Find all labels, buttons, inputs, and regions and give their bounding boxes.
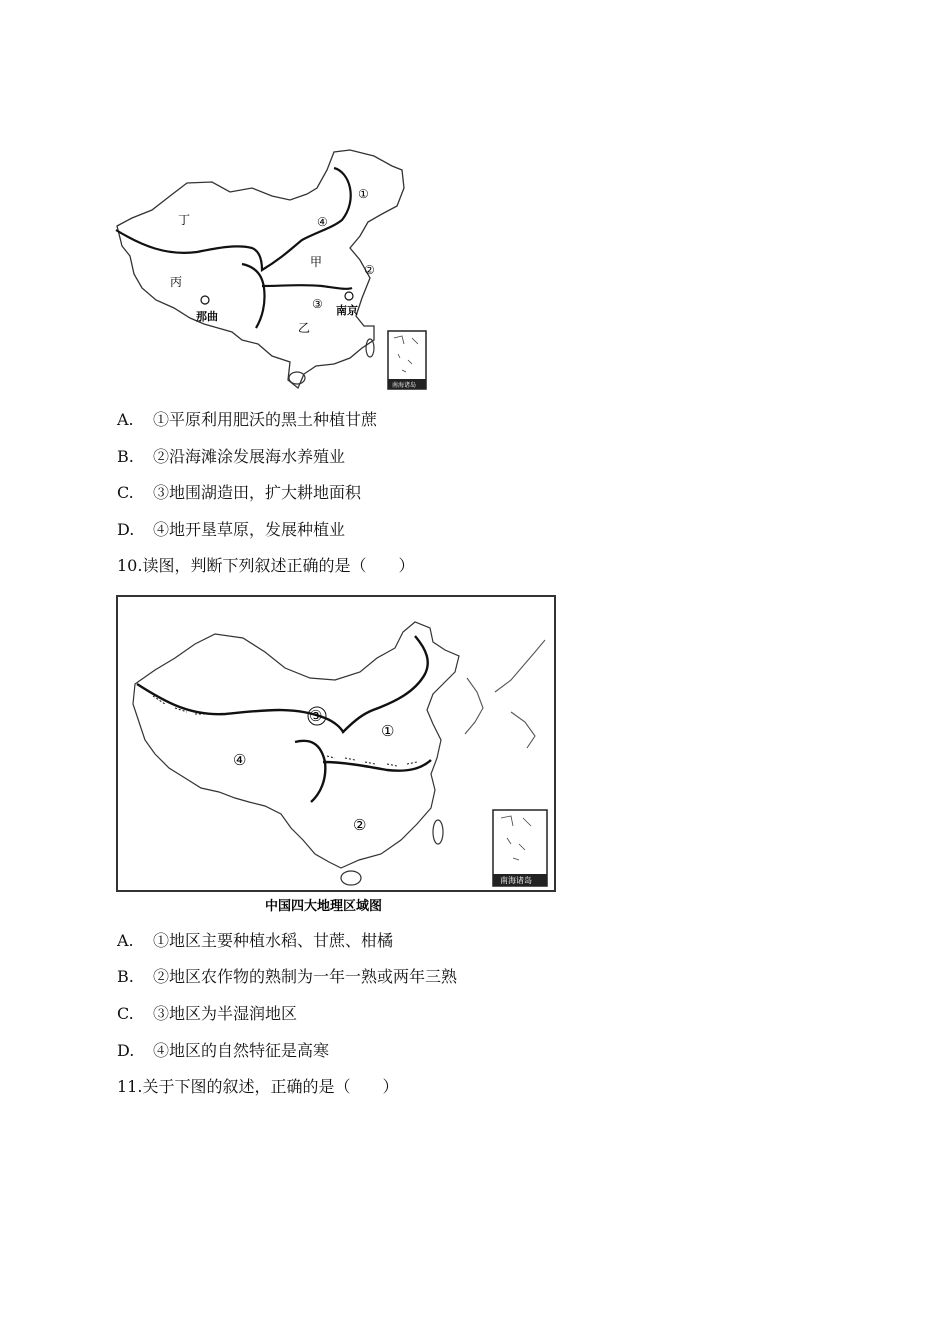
map2-frame (117, 596, 555, 891)
naqu-marker (201, 296, 209, 304)
option-key: D. (117, 1041, 135, 1060)
label-c3: ③ (312, 297, 323, 311)
option-text: ①平原利用肥沃的黑土种植甘蔗 (153, 410, 378, 429)
label-jia: 甲 (310, 255, 323, 269)
option-text: ②沿海滩涂发展海水养殖业 (153, 447, 346, 466)
option-key: B. (117, 967, 134, 986)
label-c2: ② (364, 263, 375, 277)
china-regions-map (112, 148, 432, 393)
region-label-2: ② (353, 816, 367, 834)
option-text: ②地区农作物的熟制为一年一熟或两年三熟 (153, 967, 458, 986)
option-key: A. (117, 931, 134, 950)
region-label-3: ③ (309, 707, 323, 725)
label-nanjing: 南京 (336, 304, 358, 317)
label-c4: ④ (317, 215, 328, 229)
q10-option-a (117, 931, 393, 951)
china-outline (117, 150, 404, 388)
label-c1: ① (358, 187, 369, 201)
q11-stem: 11.关于下图的叙述，正确的是（ ） (117, 1077, 399, 1096)
q9-option-b (117, 447, 345, 467)
option-key: C. (117, 483, 134, 502)
region-label-4: ④ (233, 751, 247, 769)
inset-caption-2: 南海诸岛 (500, 876, 532, 885)
four-regions-map (115, 592, 560, 916)
taiwan-island (366, 339, 374, 357)
q9-option-a (117, 410, 377, 430)
q10-option-d (117, 1041, 329, 1061)
nanjing-marker (345, 292, 353, 300)
q10-option-c (117, 1004, 297, 1024)
label-yi: 乙 (298, 321, 311, 335)
q10-stem: 10.读图，判断下列叙述正确的是（ ） (117, 556, 415, 575)
option-text: ①地区主要种植水稻、甘蔗、柑橘 (153, 931, 394, 950)
inset-caption: 南海诸岛 (392, 382, 417, 389)
q9-option-c (117, 483, 361, 503)
option-text: ④地开垦草原，发展种植业 (153, 520, 346, 539)
q10-option-b (117, 967, 457, 987)
option-key: D. (117, 520, 135, 539)
q9-option-d (117, 520, 345, 540)
option-key: B. (117, 447, 134, 466)
label-naqu: 那曲 (196, 310, 218, 323)
option-key: A. (117, 410, 134, 429)
option-text: ④地区的自然特征是高寒 (153, 1041, 330, 1060)
option-text: ③地围湖造田，扩大耕地面积 (153, 483, 362, 502)
map2-caption: 中国四大地理区域图 (265, 899, 383, 914)
division-line-qinghai (242, 264, 265, 328)
label-ding: 丁 (178, 213, 191, 227)
region-label-1: ① (381, 722, 395, 740)
division-line-qinling (262, 285, 352, 289)
option-key: C. (117, 1004, 134, 1023)
label-bing: 丙 (170, 275, 183, 289)
option-text: ③地区为半湿润地区 (153, 1004, 298, 1023)
